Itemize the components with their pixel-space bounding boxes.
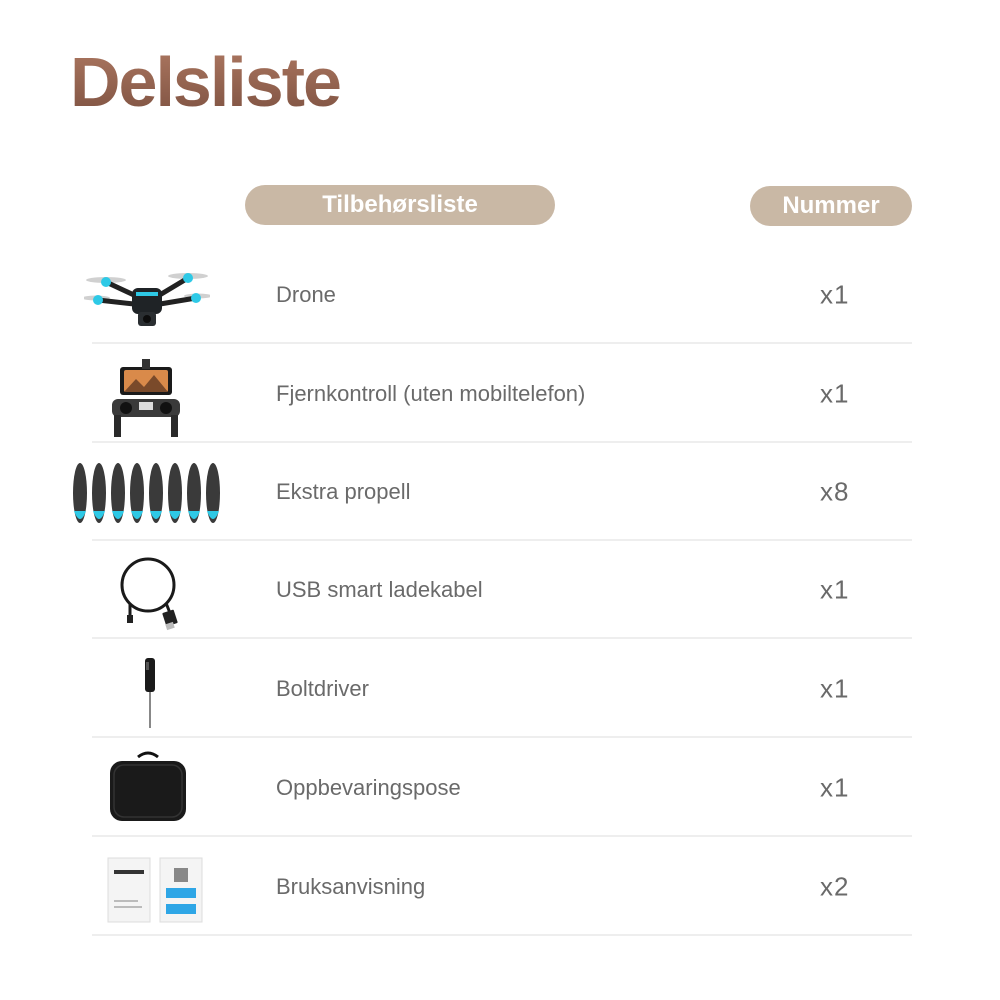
item-quantity: x1 [820,574,850,605]
row-divider [92,637,912,639]
item-name: Ekstra propell [276,479,411,504]
drone-icon [84,246,210,344]
list-item [92,345,912,443]
list-item [92,739,912,837]
item-quantity: x1 [820,279,850,310]
item-name: Bruksanvisning [276,874,426,899]
item-quantity: x2 [820,871,850,902]
row-divider [92,342,912,344]
item-name: Oppbevaringspose [276,775,461,800]
manual-icon [106,838,206,936]
list-item [92,640,912,738]
item-quantity: x1 [820,378,850,409]
accessory-list-header: Tilbehørsliste [245,185,555,225]
row-divider [92,835,912,837]
list-item [92,443,912,541]
screwdriver-icon [140,640,160,738]
usb-cable-icon [116,541,182,639]
list-item [92,246,912,344]
number-header: Nummer [750,186,912,226]
item-quantity: x8 [820,476,850,507]
item-name: Fjernkontroll (uten mobiltelefon) [276,381,586,406]
item-name: USB smart ladekabel [276,577,483,602]
item-quantity: x1 [820,772,850,803]
list-item [92,541,912,639]
item-name: Drone [276,282,336,307]
remote-controller-icon [110,345,182,443]
item-name: Boltdriver [276,676,369,701]
row-divider [92,736,912,738]
propellers-icon [70,443,224,541]
storage-bag-icon [108,739,188,837]
row-divider [92,934,912,936]
list-item [92,838,912,936]
item-quantity: x1 [820,673,850,704]
page-title: Delsliste [70,40,340,124]
